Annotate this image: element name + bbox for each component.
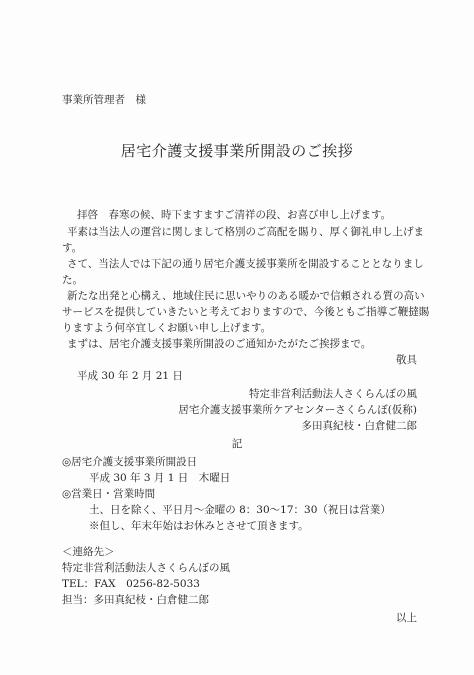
detail-item1-heading: ◎居宅介護支援事業所開設日 bbox=[62, 456, 198, 468]
para4: まずは、居宅介護支援事業所開設のご通知かたがたご挨拶まで。 bbox=[67, 338, 372, 350]
detail-item2-note: ※但し、年末年始はお休みとさせて頂きます。 bbox=[89, 520, 309, 532]
contact-person: 担当：多田真紀枝・白倉健二郎 bbox=[62, 594, 209, 606]
contact-heading: ＜連絡先＞ bbox=[62, 546, 115, 558]
para1-line2: す。 bbox=[62, 242, 83, 254]
letter-date: 平成 30 年 2 月 21 日 bbox=[77, 370, 183, 382]
para1-line1: 平素は当法人の運営に関しまして格別のご高配を賜り、厚く御礼申し上げま bbox=[67, 226, 424, 238]
addressee: 事業所管理者 様 bbox=[62, 94, 146, 106]
para2-line2: た。 bbox=[62, 274, 83, 286]
letter-title: 居宅介護支援事業所開設のご挨拶 bbox=[120, 142, 354, 160]
para3-line1: 新たな出発と心構え、地域住民に思いやりのある暖かで信頼される質の高い bbox=[67, 290, 425, 302]
para3-line2: サービスを提供していきたいと考えておりますので、今後ともご指導ご鞭撻賜 bbox=[62, 306, 430, 318]
sender-org: 特定非営利活動法人さくらんぼの風 bbox=[249, 388, 417, 400]
ki-heading: 記 bbox=[231, 438, 243, 450]
closing-ijou: 以上 bbox=[396, 612, 417, 624]
greeting: 拝啓 春寒の候、時下ますますご清祥の段、お喜び申し上げます。 bbox=[77, 209, 392, 221]
para3-line3: りますよう何卒宜しくお願い申し上げます。 bbox=[62, 322, 272, 334]
closing-keigu: 敬具 bbox=[396, 354, 417, 366]
para2-line1: さて、当法人では下記の通り居宅介護支援事業所を開設することとなりまし bbox=[67, 258, 424, 270]
detail-item1-value: 平成 30 年 3 月 1 日 木曜日 bbox=[89, 472, 231, 484]
detail-item2-heading: ◎営業日・営業時間 bbox=[62, 488, 156, 500]
sender-names: 多田真紀枝・白倉健二郎 bbox=[301, 420, 417, 432]
contact-tel: TEL：FAX 0256-82-5033 bbox=[62, 578, 200, 590]
sender-office: 居宅介護支援事業所ケアセンターさくらんぼ(仮称) bbox=[178, 404, 417, 416]
contact-org: 特定非営利活動法人さくらんぼの風 bbox=[62, 562, 230, 574]
detail-item2-value: 土、日を除く、平日月～金曜の 8：30～17：30（祝日は営業） bbox=[89, 504, 391, 516]
